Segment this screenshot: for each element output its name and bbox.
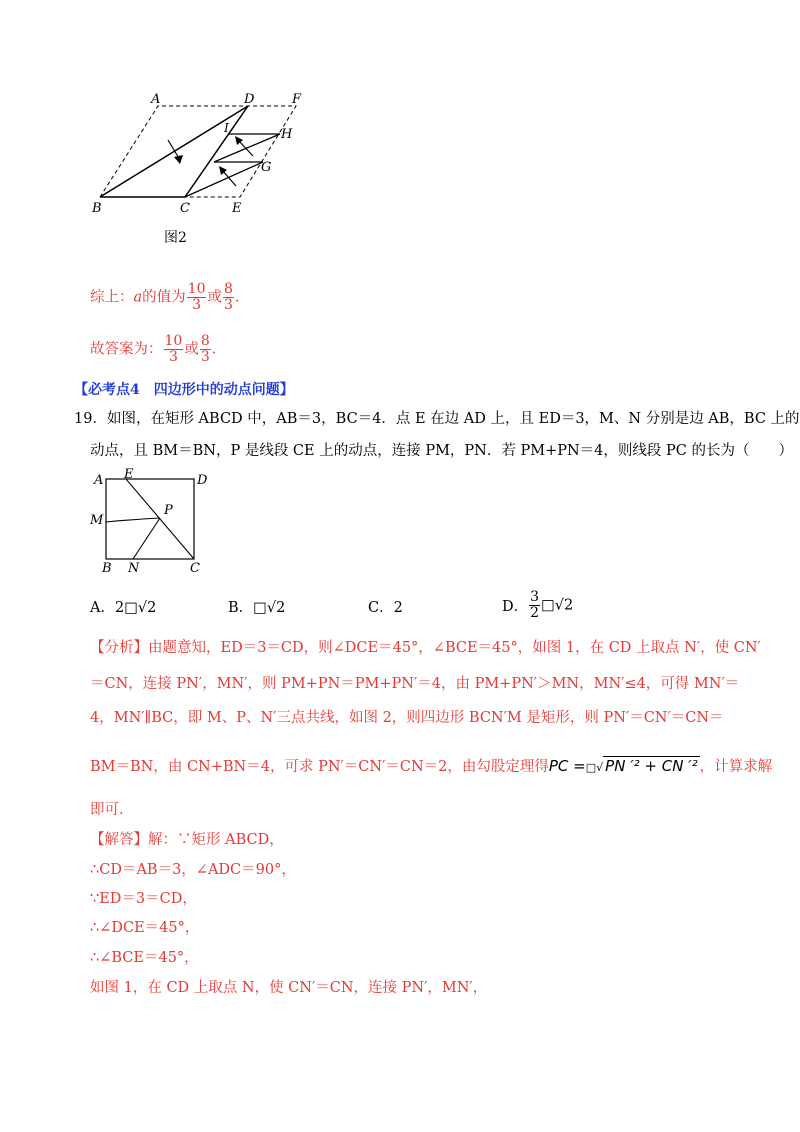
- label-d: D: [197, 473, 208, 488]
- answer-line: 故答案为： $\frac{10}{3}$ 或 $\frac{8}{3}$ .: [90, 333, 217, 365]
- question-line-2: 动点，且 BM＝BN，P 是线段 CE 上的动点，连接 PM，PN．若 PM+PN＝4，则线段 PC 的长为（ ）: [90, 443, 793, 459]
- option-d[interactable]: D． $\frac{3}{2}$ □√2: [502, 589, 574, 621]
- formula-pc: PC =□√ PN ′² + CN ′²: [548, 757, 698, 775]
- analysis-line-5: 即可.: [90, 802, 124, 818]
- label-b: B: [92, 201, 102, 216]
- analysis-line-4: BM＝BN，由 CN+BN＝4，可求 PN′＝CN′＝CN＝2，由勾股定理得PC =□√ PN ′² + CN ′² ，计算求解: [90, 757, 773, 775]
- label-p: P: [164, 503, 173, 518]
- fraction-10-3: $\frac{10}{3}$: [187, 281, 206, 313]
- label-e: E: [124, 468, 134, 482]
- label-g: G: [261, 160, 272, 175]
- label-d: D: [244, 92, 255, 107]
- solution-line-6: 如图 1，在 CD 上取点 N，使 CN′＝CN，连接 PN′，MN′，: [90, 980, 488, 996]
- option-a[interactable]: A．2□√2: [90, 600, 157, 616]
- label-e: E: [232, 201, 242, 216]
- analysis-line-3: 4，MN′∥BC，即 M、P、N′三点共线，如图 2，则四边形 BCN′M 是矩形，则 PN′＝CN′＝CN＝: [90, 710, 724, 726]
- label-n: N: [128, 561, 140, 576]
- solution-line-4: ∴∠DCE＝45°，: [90, 920, 200, 936]
- label-c: C: [190, 561, 200, 576]
- label-a: A: [151, 92, 161, 107]
- analysis-line-2: ＝CN，连接 PN′，MN′，则 PM+PN＝PM+PN′＝4，由 PM+PN′＞MN，MN′≤4，可得 MN′＝: [90, 676, 740, 692]
- section-heading: 【必考点4 四边形中的动点问题】: [74, 382, 294, 398]
- figure-caption: 图2: [164, 230, 187, 246]
- label-b: B: [102, 561, 112, 576]
- solution-line-2: ∴CD＝AB＝3，∠ADC＝90°，: [90, 862, 296, 878]
- figure-2-drawing: [88, 88, 303, 248]
- label-f: F: [292, 92, 302, 107]
- analysis-line-1: 【分析】由题意知，ED＝3＝CD，则∠DCE＝45°，∠BCE＝45°，如图 1，在 CD 上取点 N′，使 CN′: [90, 640, 761, 656]
- fraction-3-2: $\frac{3}{2}$: [530, 589, 540, 621]
- figure-2: [88, 88, 303, 248]
- summary-line: 综上：a的值为 $\frac{10}{3}$ 或 $\frac{8}{3}$ .: [90, 281, 240, 313]
- label-m: M: [90, 513, 104, 528]
- solution-line-1: 【解答】解：∵矩形 ABCD，: [90, 832, 284, 848]
- fraction-8-3: $\frac{8}{3}$: [223, 281, 233, 313]
- solution-line-5: ∴∠BCE＝45°，: [90, 950, 199, 966]
- question-line-1: 19．如图，在矩形 ABCD 中，AB＝3，BC＝4．点 E 在边 AD 上，且 ED＝3，M、N 分别是边 AB，BC 上的: [74, 411, 800, 427]
- option-b[interactable]: B．□√2: [228, 600, 286, 616]
- solution-line-3: ∵ED＝3＝CD，: [90, 891, 197, 907]
- figure-19-drawing: [86, 468, 216, 576]
- fraction-8-3: $\frac{8}{3}$: [200, 333, 210, 365]
- label-c: C: [180, 201, 190, 216]
- fraction-10-3: $\frac{10}{3}$: [164, 333, 183, 365]
- question-number: 19．: [74, 411, 107, 427]
- label-i: I: [224, 121, 229, 135]
- label-a: A: [94, 473, 104, 488]
- figure-19: [86, 468, 216, 576]
- option-c[interactable]: C．2: [368, 600, 403, 616]
- label-h: H: [281, 127, 293, 142]
